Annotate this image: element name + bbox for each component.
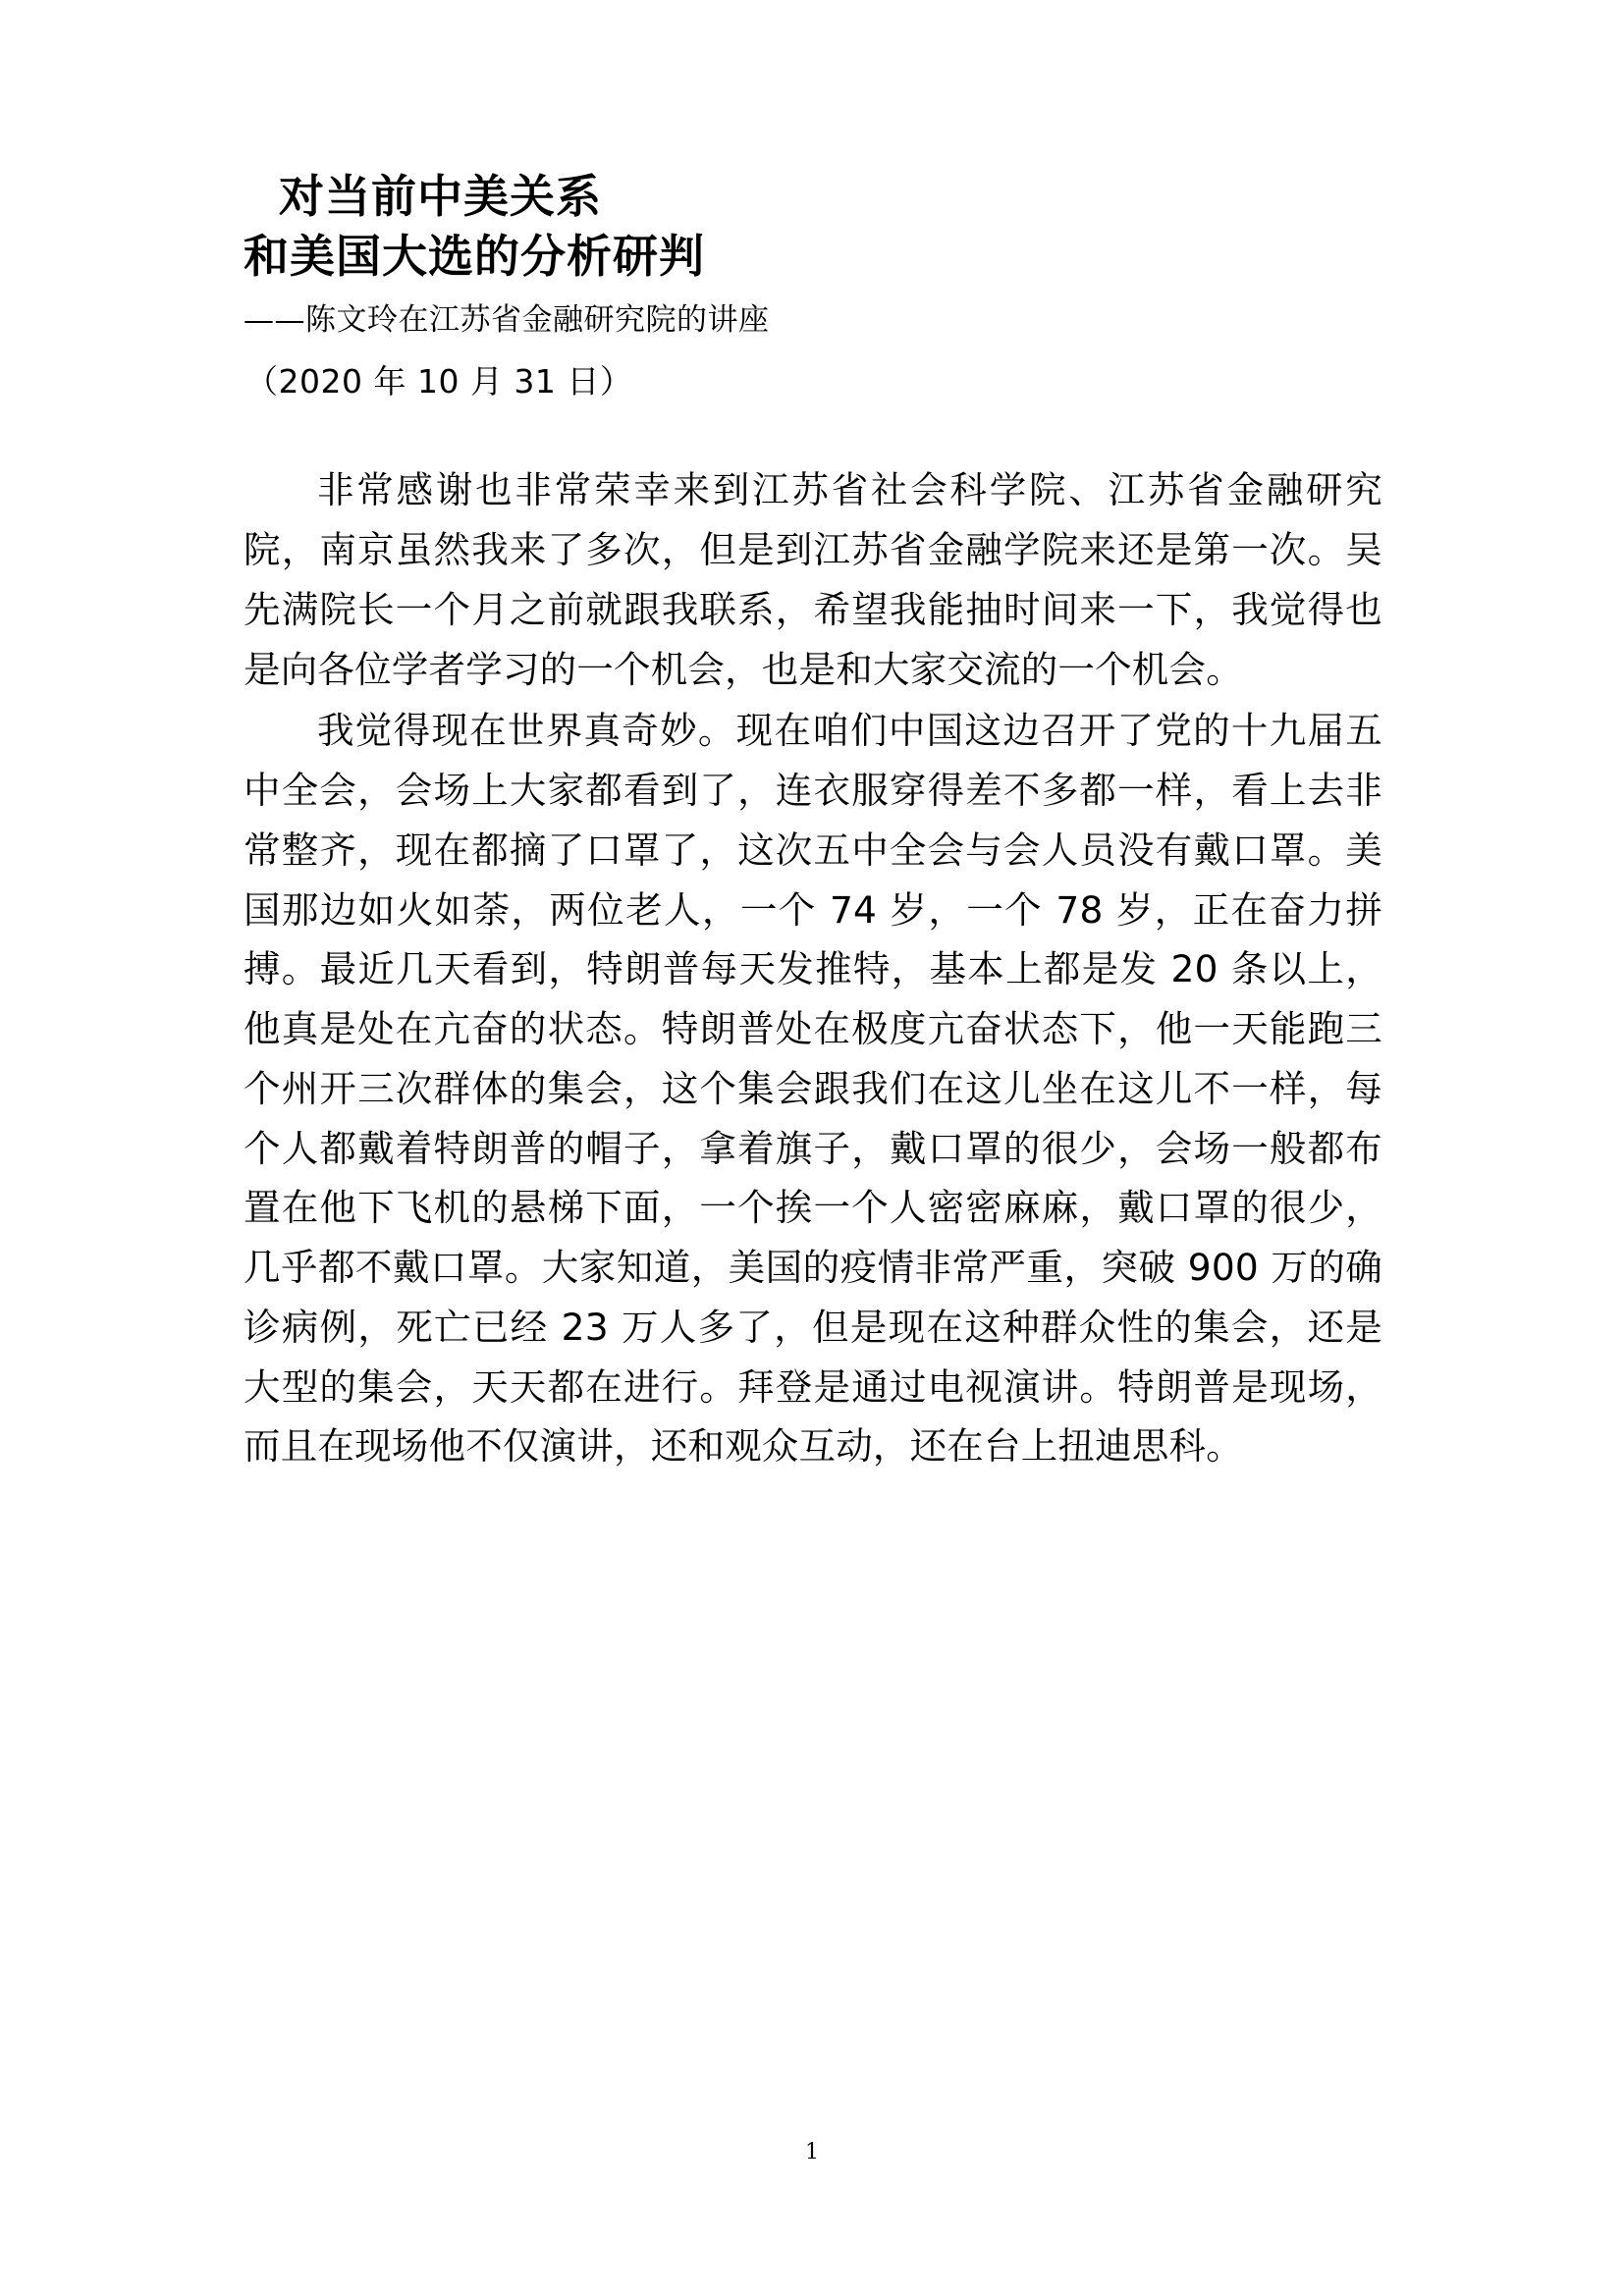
document-subtitle: ——陈文玲在江苏省金融研究院的讲座 (244, 302, 770, 339)
page-number: 1 (805, 2140, 819, 2164)
title-block (244, 167, 1382, 286)
document-title-line-1: 对当前中美关系 (279, 170, 602, 223)
document-title-line-2: 和美国大选的分析研判 (244, 229, 705, 283)
document-body (244, 460, 1382, 1476)
paragraph: 我觉得现在世界真奇妙。现在咱们中国这边召开了党的十九届五中全会，会场上大家都看到了，连衣服穿得差不多都一样，看上去非常整齐，现在都摘了口罩了，这次五中全会与会人员没有戴口罩。美国那边如火如荼，两位老人，一个 74 岁，一个 78 岁，正在奋力拼搏。最近几天看到，特朗普每天发推特，基本上都是发 20 条以上，他真是处在亢奋的状态。特朗普处在极度亢奋状态下，他一天能跑三个州开三次群体的集会，这个集会跟我们在这儿坐在这儿不一样，每个人都戴着特朗普的帽子，拿着旗子，戴口罩的很少，会场一般都布置在他下飞机的悬梯下面，一个挨一个人密密麻麻，戴口罩的很少，几乎都不戴口罩。大家知道，美国的疫情非常严重，突破 900 万的确诊病例，死亡已经 23 万人多了，但是现在这种群众性的集会，还是大型的集会，天天都在进行。拜登是通过电视演讲。特朗普是现场，而且在现场他不仅演讲，还和观众互动，还在台上扭迪思科。 (244, 709, 1382, 1468)
paragraph: 非常感谢也非常荣幸来到江苏省社会科学院、江苏省金融研究院，南京虽然我来了多次，但是到江苏省金融学院来还是第一次。吴先满院长一个月之前就跟我联系，希望我能抽时间来一下，我觉得也是向各位学者学习的一个机会，也是和大家交流的一个机会。 (244, 468, 1382, 691)
page-content (244, 167, 1382, 1476)
document-dateline: （2020 年 10 月 31 日） (245, 361, 633, 400)
